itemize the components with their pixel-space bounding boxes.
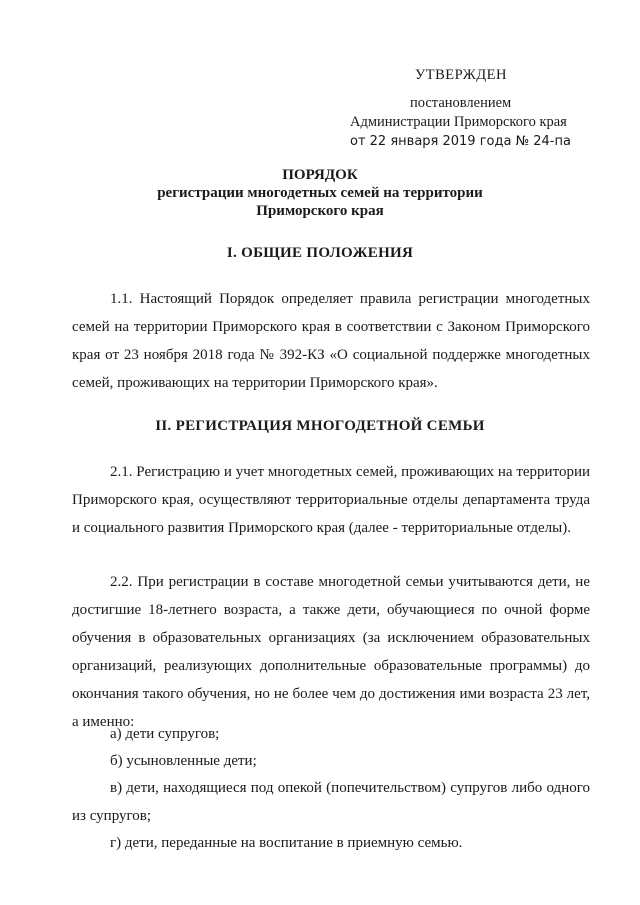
list-item-b: б) усыновленные дети;: [110, 753, 257, 769]
approval-title: УТВЕРЖДЕН: [415, 67, 507, 83]
approval-line-date-number: от 22 января 2019 года № 24-па: [350, 134, 571, 149]
section-1-heading: I. ОБЩИЕ ПОЛОЖЕНИЯ: [226, 245, 414, 261]
approval-line-decree: постановлением: [410, 95, 512, 111]
list-item-v: в) дети, находящиеся под опекой (попечительством) супругов либо одного из супругов;: [72, 780, 590, 824]
document-title: [0, 166, 640, 220]
list-item-g: г) дети, переданные на воспитание в приемную семью.: [110, 835, 463, 851]
document-title-line2: регистрации многодетных семей на территории: [157, 185, 483, 201]
document-title-line3: Приморского края: [256, 203, 384, 219]
paragraph-1-1: 1.1. Настоящий Порядок определяет правила регистрации многодетных семей на территории Приморского края в соответствии с Законом Приморского края от 23 ноября 2018 года № 392-КЗ «О социальной поддержке многодетных семей, проживающих на территории Приморского края».: [72, 291, 590, 391]
approval-line-administration: Администрации Приморского края: [350, 114, 567, 130]
paragraph-2-1: 2.1. Регистрацию и учет многодетных семей, проживающих на территории Приморского края, осуществляют территориальные отделы департамента труда и социального развития Приморского края (далее - территориальные отделы).: [72, 464, 590, 536]
section-2-heading: II. РЕГИСТРАЦИЯ МНОГОДЕТНОЙ СЕМЬИ: [155, 418, 485, 434]
paragraph-2-2: 2.2. При регистрации в составе многодетной семьи учитываются дети, не достигшие 18-летнего возраста, а также дети, обучающиеся по очной форме обучения в образовательных организациях (за исключением образовательных организаций, реализующих дополнительные образовательные программы) до окончания такого обучения, но не более чем до достижения ими возраста 23 лет, а именно:: [72, 574, 590, 730]
list-item-a: а) дети супругов;: [110, 726, 220, 742]
document-title-line1: ПОРЯДОК: [282, 167, 358, 183]
